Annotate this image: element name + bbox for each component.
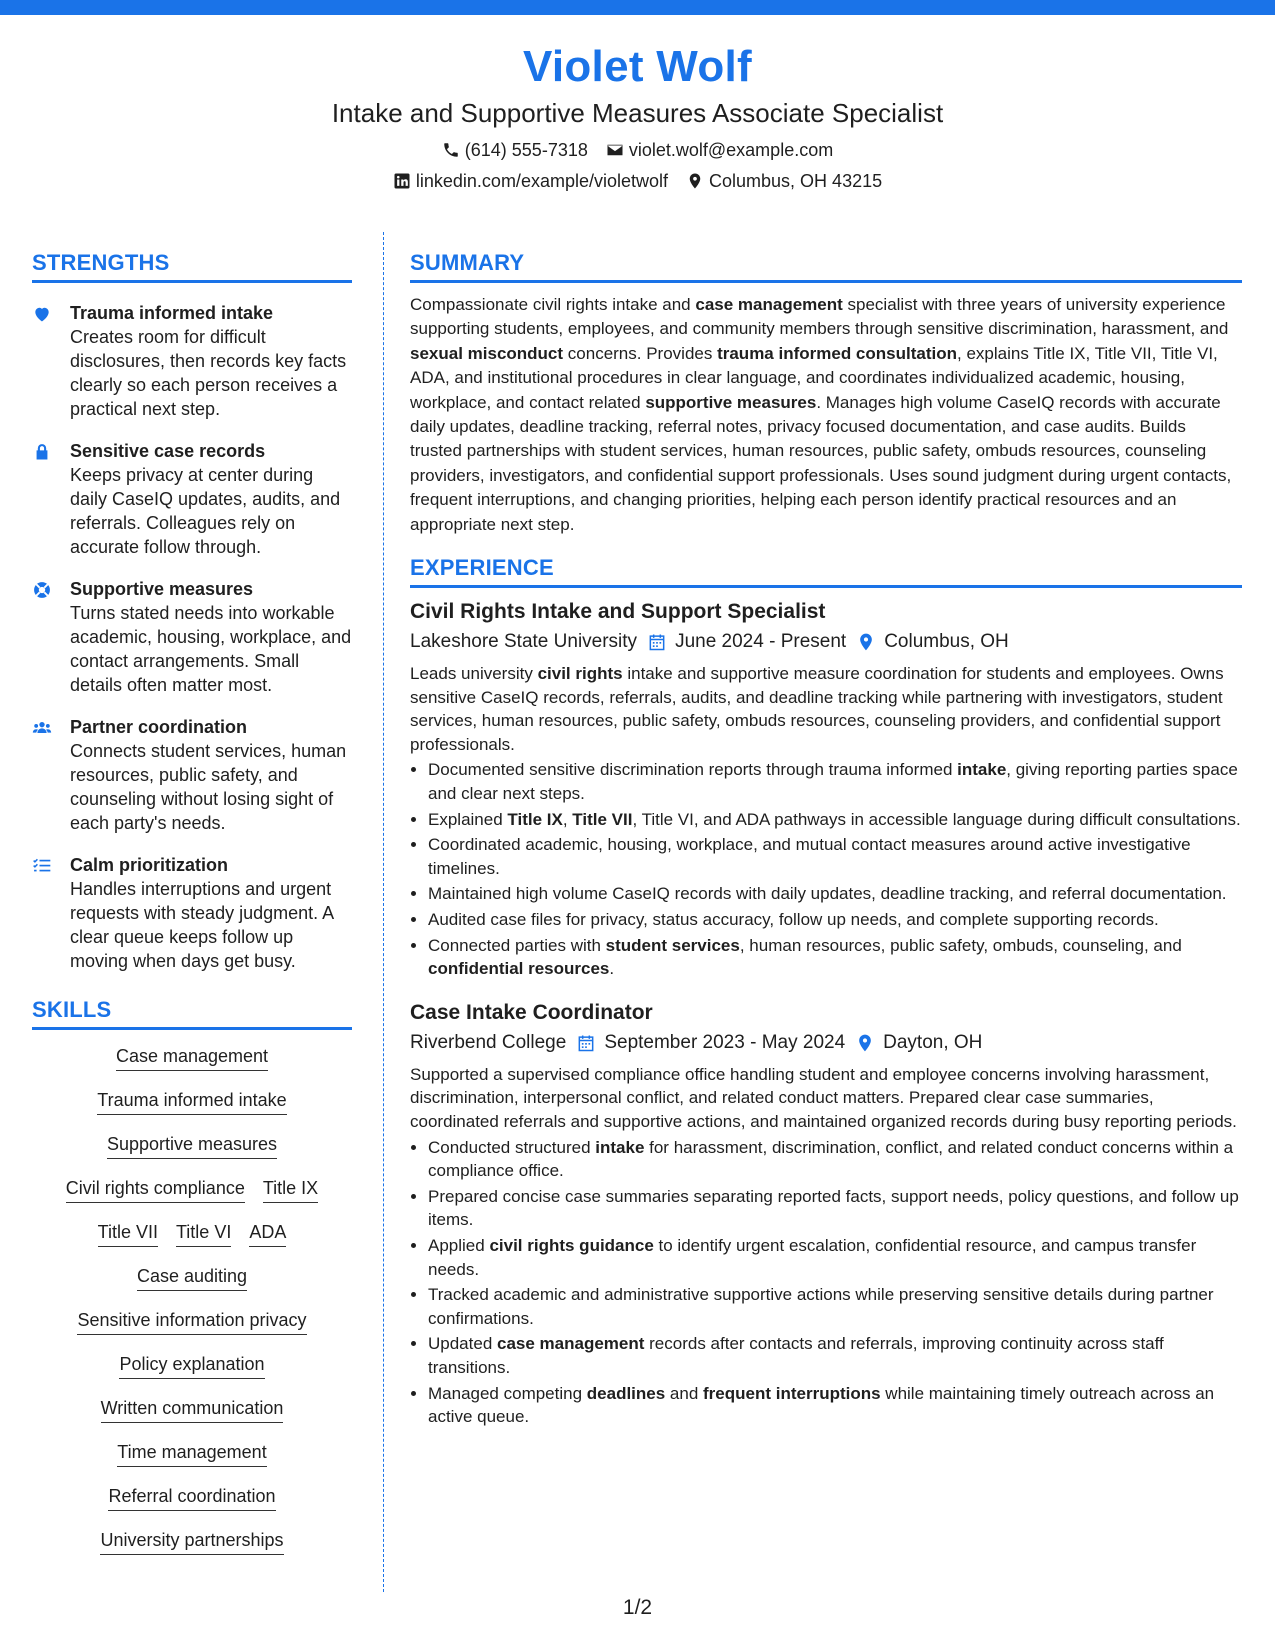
- users-icon: [32, 718, 52, 738]
- job-bullet: • Managed competing deadlines and frequent interruptions while maintaining timely outreach across an active queue.: [428, 1382, 1242, 1429]
- email-contact[interactable]: [606, 139, 833, 161]
- list-check-icon: [32, 856, 52, 876]
- phone-contact: [442, 139, 588, 161]
- job-bullet: • Maintained high volume CaseIQ records with daily updates, deadline tracking, and referral documentation.: [428, 882, 1242, 906]
- job-bullet: • Connected parties with student services, human resources, public safety, ombuds, counseling, and confidential resources.: [428, 934, 1242, 981]
- linkedin-icon: [393, 172, 411, 190]
- skill-tag: Title VII: [98, 1220, 158, 1247]
- job-dates: September 2023 - May 2024: [604, 1031, 846, 1053]
- column-divider: [383, 232, 384, 1592]
- strength-item: [32, 715, 352, 835]
- calendar-icon: [576, 1033, 596, 1053]
- strength-item: [32, 577, 352, 697]
- job-role: Civil Rights Intake and Support Specialist: [410, 600, 826, 624]
- map-pin-icon: [855, 1033, 875, 1053]
- email-text[interactable]: violet.wolf@example.com: [628, 140, 834, 160]
- heart-icon: [32, 304, 52, 324]
- skill-tag: Referral coordination: [108, 1484, 275, 1511]
- envelope-icon: [606, 141, 624, 159]
- job-bullet: • Prepared concise case summaries separating reported facts, support needs, policy questions, and follow up items.: [428, 1185, 1242, 1232]
- phone-text: (614) 555-7318: [464, 140, 588, 160]
- location-contact: [686, 170, 882, 192]
- skills-heading: SKILLS: [32, 995, 352, 1030]
- lock-icon: [32, 442, 52, 462]
- job-bullets: [410, 1136, 1242, 1429]
- top-accent-bar: [0, 0, 1275, 15]
- skill-tag: Time management: [117, 1440, 266, 1467]
- skill-tag: Sensitive information privacy: [77, 1308, 306, 1335]
- job-description: Supported a supervised compliance office handling student and employee concerns involving harassment, discrimination, interpersonal conflict, and related conduct matters. Prepared clear case summaries, coordinated referrals and supportive actions, and maintained organized records during busy reporting periods.: [410, 1064, 1237, 1131]
- strength-item: [32, 853, 352, 973]
- job-bullet: • Documented sensitive discrimination reports through trauma informed intake, giving reporting parties space and clear next steps.: [428, 758, 1242, 805]
- skill-tag: Case management: [116, 1044, 268, 1071]
- skill-tag: Policy explanation: [119, 1352, 264, 1379]
- job-description: Leads university civil rights intake and supportive measure coordination for students and employees. Owns sensitive CaseIQ records, referrals, audits, and deadline tracking while partnering with investigators, student services, human resources, public safety, ombuds resources, counseling providers, and confidential support professionals.: [410, 664, 1224, 754]
- strength-desc: Connects student services, human resources, public safety, and counseling without losing sight of each party's needs.: [70, 741, 347, 833]
- strengths-heading: STRENGTHS: [32, 248, 352, 283]
- strength-title: Sensitive case records: [70, 441, 266, 461]
- job-bullet: • Explained Title IX, Title VII, Title VI, and ADA pathways in accessible language during difficult consultations.: [428, 808, 1242, 832]
- skill-tag: University partnerships: [100, 1528, 283, 1555]
- skill-tag: Title VI: [176, 1220, 231, 1247]
- experience-heading: EXPERIENCE: [410, 553, 1242, 588]
- strength-desc: Handles interruptions and urgent requests with steady judgment. A clear queue keeps follow up moving when days get busy.: [70, 879, 334, 971]
- life-ring-icon: [32, 580, 52, 600]
- strength-desc: Creates room for difficult disclosures, then records key facts clearly so each person receives a practical next step.: [70, 327, 347, 419]
- skill-tag: Case auditing: [137, 1264, 247, 1291]
- job-dates: June 2024 - Present: [675, 631, 847, 653]
- job-bullet: • Audited case files for privacy, status accuracy, follow up needs, and complete supporting records.: [428, 908, 1242, 932]
- strength-title: Supportive measures: [70, 579, 254, 599]
- linkedin-text[interactable]: linkedin.com/example/violetwolf: [415, 171, 669, 191]
- linkedin-contact[interactable]: [393, 170, 668, 192]
- calendar-icon: [647, 632, 667, 652]
- strength-item: [32, 439, 352, 559]
- phone-icon: [442, 141, 460, 159]
- strength-desc: Turns stated needs into workable academic, housing, workplace, and contact arrangements. Small details often matter most.: [70, 603, 352, 695]
- job-entry: [410, 598, 1242, 981]
- job-location: Columbus, OH: [884, 631, 1009, 653]
- skill-tag: Written communication: [101, 1396, 284, 1423]
- strength-title: Partner coordination: [70, 717, 248, 737]
- left-column: [32, 248, 352, 1572]
- strength-title: Trauma informed intake: [70, 303, 274, 323]
- skill-tag: Supportive measures: [107, 1132, 277, 1159]
- skill-tag: Title IX: [263, 1176, 318, 1203]
- contact-row-2: [0, 170, 1275, 192]
- job-bullet: • Applied civil rights guidance to identify urgent escalation, confidential resource, and campus transfer needs.: [428, 1234, 1242, 1281]
- job-meta: [410, 628, 1242, 656]
- skill-tag: Civil rights compliance: [66, 1176, 245, 1203]
- contact-row-1: [0, 139, 1275, 161]
- location-text: Columbus, OH 43215: [709, 171, 883, 191]
- job-org: Riverbend College: [410, 1031, 567, 1053]
- job-bullet: • Tracked academic and administrative supportive actions while preserving sensitive details during partner confirmations.: [428, 1283, 1242, 1330]
- candidate-name: Violet Wolf: [522, 42, 752, 91]
- skill-tag: Trauma informed intake: [97, 1088, 286, 1115]
- job-bullet: • Coordinated academic, housing, workplace, and mutual contact measures around active investigative timelines.: [428, 833, 1242, 880]
- job-meta: [410, 1029, 1242, 1057]
- job-org: Lakeshore State University: [410, 631, 638, 653]
- page-number: 1/2: [622, 1596, 653, 1619]
- job-bullet: • Conducted structured intake for harassment, discrimination, conflict, and related conduct concerns within a compliance office.: [428, 1136, 1242, 1183]
- job-bullet: • Updated case management records after contacts and referrals, improving continuity across staff transitions.: [428, 1332, 1242, 1379]
- job-bullets: [410, 758, 1242, 980]
- summary-text: Compassionate civil rights intake and case management specialist with three years of university experience supporting students, employees, and community members through sensitive discrimination, harassment, and sexual misconduct concerns. Provides trauma informed consultation, explains Title IX, Title VII, Title VI, ADA, and institutional procedures in clear language, and coordinates individualized academic, housing, workplace, and contact related supportive measures. Manages high volume CaseIQ records with accurate daily updates, deadline tracking, referral notes, privacy focused documentation, and case audits. Builds trusted partnerships with student services, human resources, public safety, ombuds resources, counseling providers, investigators, and confidential support professionals. Uses sound judgment during urgent contacts, frequent interruptions, and changing priorities, helping each person identify practical resources and an appropriate next step.: [410, 295, 1232, 534]
- right-column: [410, 248, 1242, 1431]
- map-pin-icon: [856, 632, 876, 652]
- skills-list: [32, 1044, 352, 1555]
- strength-title: Calm prioritization: [70, 855, 229, 875]
- strength-item: [32, 301, 352, 421]
- map-pin-icon: [686, 172, 704, 190]
- skill-tag: ADA: [249, 1220, 286, 1247]
- resume-header: [0, 40, 1275, 192]
- job-location: Dayton, OH: [883, 1031, 983, 1053]
- candidate-title: Intake and Supportive Measures Associate Specialist: [331, 98, 944, 128]
- job-entry: [410, 999, 1242, 1429]
- summary-heading: SUMMARY: [410, 248, 1242, 283]
- job-role: Case Intake Coordinator: [410, 1000, 653, 1024]
- strength-desc: Keeps privacy at center during daily CaseIQ updates, audits, and referrals. Colleagues rely on accurate follow through.: [70, 465, 341, 557]
